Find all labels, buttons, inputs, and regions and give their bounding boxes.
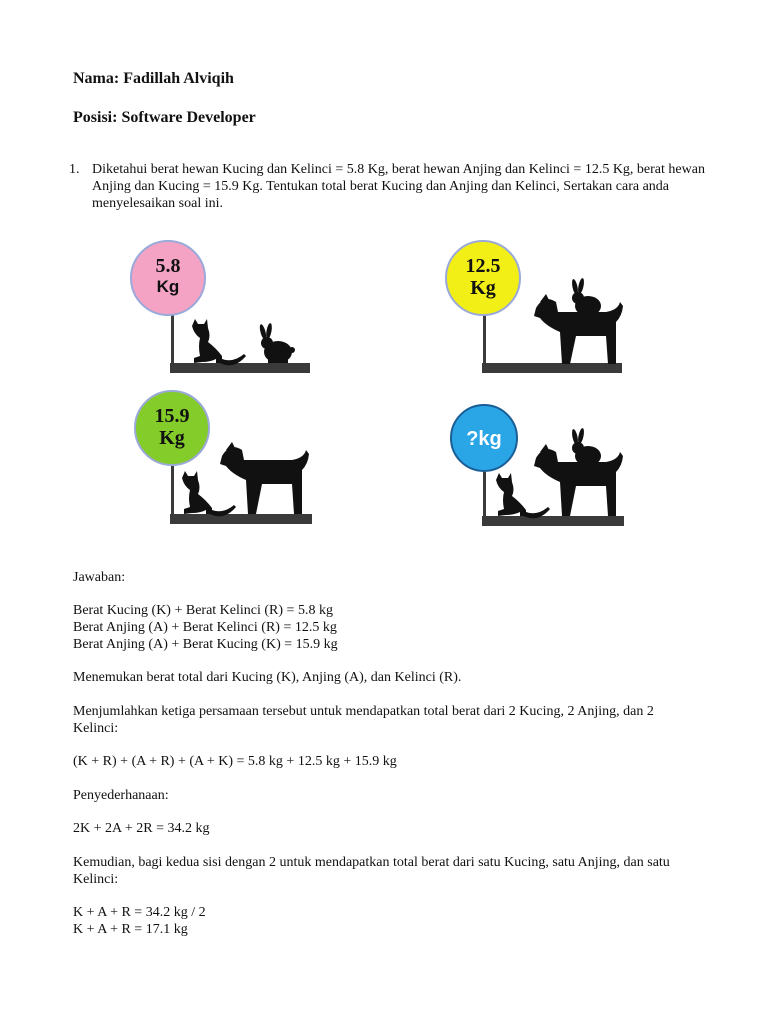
goal-text: Menemukan berat total dari Kucing (K), Anjing (A), dan Kelinci (R).: [73, 670, 462, 685]
cat-icon: [496, 473, 550, 518]
simplify-label: Penyederhanaan:: [73, 788, 169, 803]
scale-pole: [483, 472, 486, 518]
weight-unit: Kg: [470, 277, 496, 299]
equation-2: Berat Anjing (A) + Berat Kelinci (R) = 12.5 kg: [73, 620, 337, 635]
scale-cat-rabbit: [128, 240, 318, 375]
scale-pole: [483, 314, 486, 366]
answer-label: Jawaban:: [73, 570, 126, 585]
step-1-text: Menjumlahkan ketiga persamaan tersebut untuk mendapatkan total berat dari 2 Kucing, 2 Anjing, dan 2 Kelinci:: [73, 704, 654, 736]
step-2-text: Kemudian, bagi kedua sisi dengan 2 untuk mendapatkan total berat dari satu Kucing, satu Anjing, dan satu Kelinci:: [73, 855, 670, 887]
cat-icon: [182, 471, 236, 516]
weight-unit: Kg: [159, 427, 185, 449]
rabbit-icon: [571, 278, 601, 316]
division-equation: K + A + R = 34.2 kg / 2: [73, 905, 206, 920]
dog-icon: [220, 442, 309, 514]
scale-base: [170, 363, 310, 373]
sum-equation: (K + R) + (A + R) + (A + K) = 5.8 kg + 12.5 kg + 15.9 kg: [73, 754, 397, 769]
equation-1: Berat Kucing (K) + Berat Kelinci (R) = 5.8 kg: [73, 603, 333, 618]
cat-icon: [192, 319, 246, 365]
weight-value: 12.5: [465, 255, 501, 277]
scale-base: [170, 514, 312, 524]
rabbit-icon: [259, 323, 295, 363]
scale-pole: [171, 464, 174, 516]
scale-dog-rabbit: [440, 236, 630, 376]
weight-unit: Kg: [156, 277, 180, 296]
weight-value: 5.8: [155, 255, 181, 277]
scale-cat-dog: [130, 386, 320, 528]
scale-cat-dog-rabbit: [446, 400, 636, 530]
weight-value: ?kg: [466, 428, 502, 450]
result-equation: K + A + R = 17.1 kg: [73, 922, 188, 937]
simplified-equation: 2K + 2A + 2R = 34.2 kg: [73, 821, 210, 836]
scale-base: [482, 516, 624, 526]
scale-pole: [171, 314, 174, 366]
weight-value: 15.9: [154, 405, 190, 427]
name-heading: Nama: Fadillah Alviqih: [73, 70, 234, 87]
rabbit-icon: [571, 428, 601, 466]
equation-3: Berat Anjing (A) + Berat Kucing (K) = 15.9 kg: [73, 637, 338, 652]
position-heading: Posisi: Software Developer: [73, 109, 256, 126]
question-text: Diketahui berat hewan Kucing dan Kelinci = 5.8 Kg, berat hewan Anjing dan Kelinci = 12.5 Kg, berat hewan Anjing dan Kucing = 15.9 Kg. Tentukan total berat Kucing dan Anjing dan Kelinci, Sertakan cara anda menyelesaikan soal ini.: [92, 162, 705, 211]
question-number: 1.: [69, 162, 80, 177]
scale-base: [482, 363, 622, 373]
